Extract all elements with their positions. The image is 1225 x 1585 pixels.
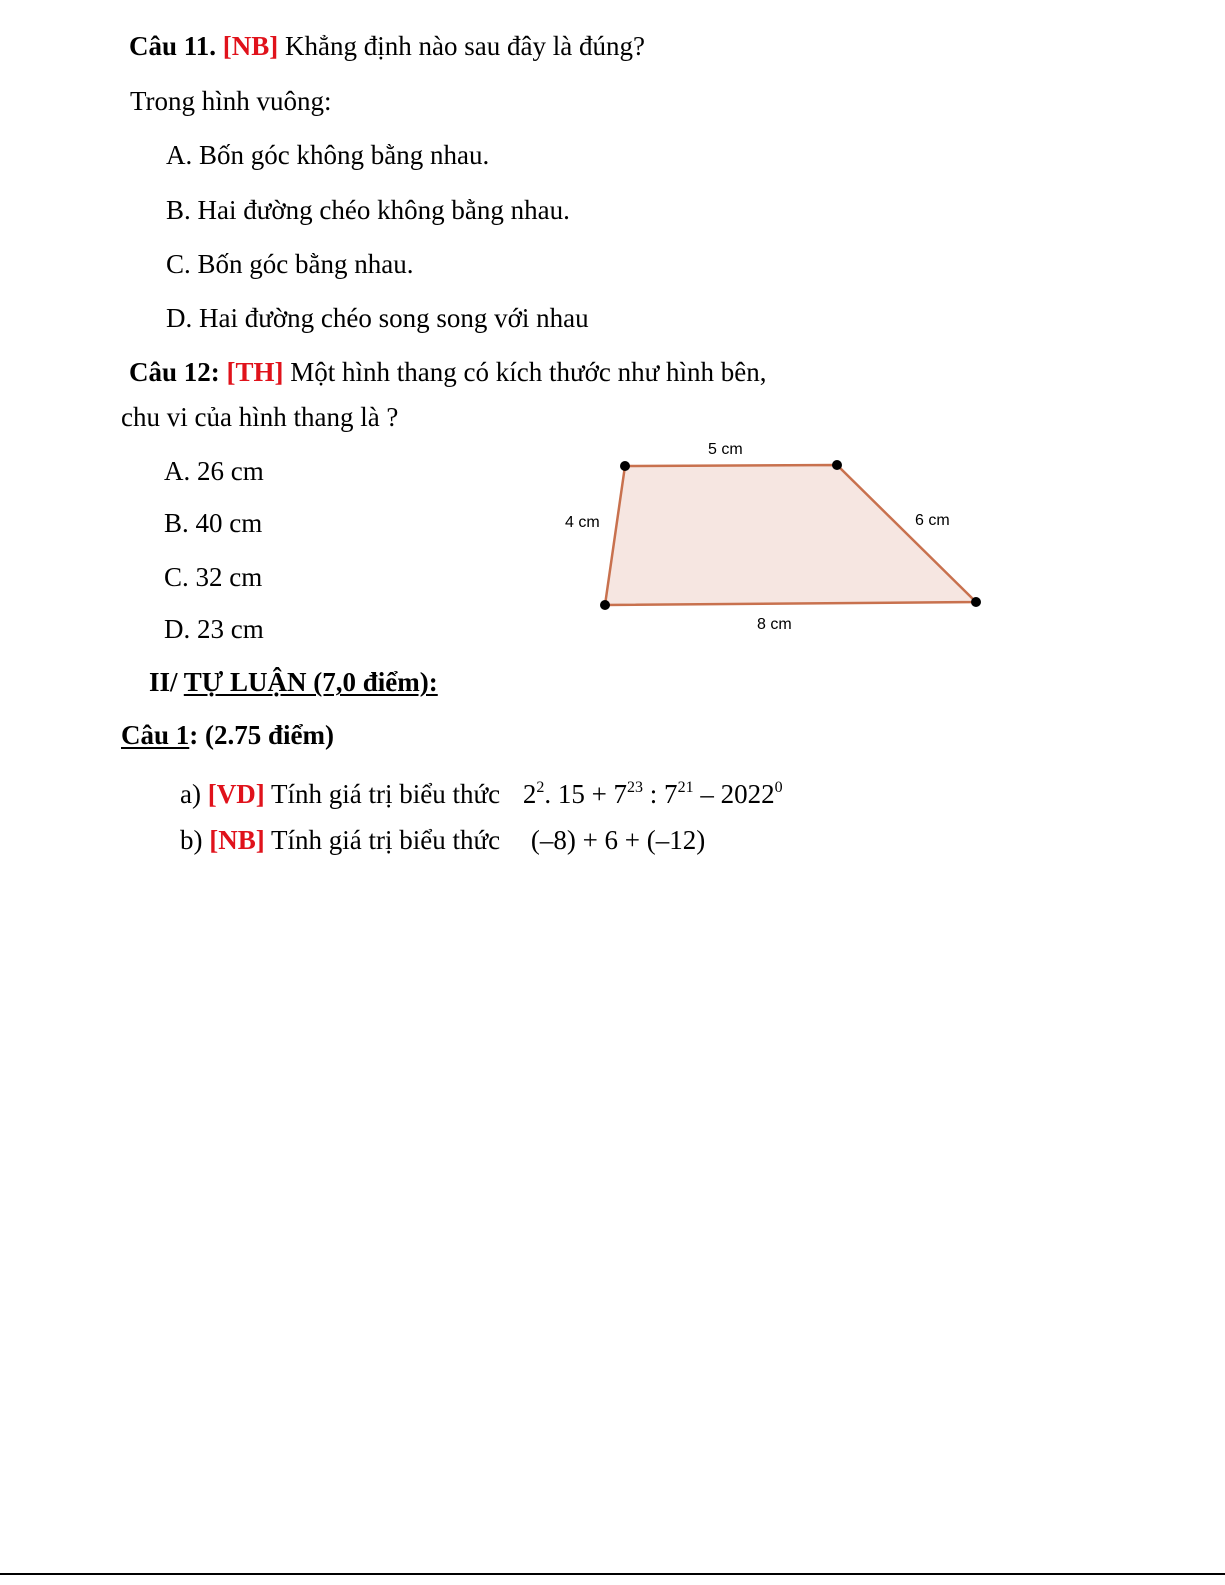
q12-level-tag: [TH] bbox=[226, 357, 284, 387]
q11-heading bbox=[129, 30, 645, 62]
q11-option-a: A. Bốn góc không bằng nhau. bbox=[166, 140, 490, 170]
q11-option-c: C. Bốn góc bằng nhau. bbox=[166, 249, 414, 279]
q12-option-c: C. 32 cm bbox=[164, 562, 263, 592]
q11-label: Câu 11. bbox=[129, 31, 217, 61]
section2-heading bbox=[149, 666, 438, 698]
expr-a-term-2: . 15 + 7 bbox=[544, 779, 628, 809]
part-a-prefix: a) bbox=[180, 779, 201, 809]
expr-a-exp-1: 2 bbox=[536, 779, 545, 796]
trapezoid-figure bbox=[555, 430, 1005, 640]
label-bottom-side: 8 cm bbox=[757, 616, 792, 633]
q11-option-b: B. Hai đường chéo không bằng nhau. bbox=[166, 195, 570, 225]
expr-a-exp-2: 23 bbox=[627, 779, 644, 796]
part-a-expression bbox=[523, 779, 783, 809]
expr-a-exp-3: 21 bbox=[677, 779, 694, 796]
q12-option-b: B. 40 cm bbox=[164, 508, 263, 538]
vertex-top-left bbox=[620, 461, 630, 471]
part-b-text: Tính giá trị biểu thức bbox=[271, 825, 501, 855]
cau1-part-a bbox=[180, 772, 783, 810]
part-b-prefix: b) bbox=[180, 825, 203, 855]
q11-level-tag: [NB] bbox=[222, 31, 279, 61]
section2-title: TỰ LUẬN (7,0 điểm): bbox=[183, 667, 438, 697]
vertex-bottom-right bbox=[971, 597, 981, 607]
cau1-points: : (2.75 điểm) bbox=[189, 720, 334, 750]
cau1-part-b bbox=[180, 824, 705, 856]
q12-question-line1: Một hình thang có kích thước như hình bên, bbox=[290, 357, 767, 387]
label-left-side: 4 cm bbox=[565, 514, 600, 531]
expr-a-term-4: – 2022 bbox=[693, 779, 775, 809]
trapezoid-shape bbox=[605, 465, 976, 605]
vertex-top-right bbox=[832, 460, 842, 470]
part-b-expression: (–8) + 6 + (–12) bbox=[530, 825, 706, 855]
q11-context: Trong hình vuông: bbox=[130, 86, 332, 116]
vertex-bottom-left bbox=[600, 600, 610, 610]
part-b-level-tag: [NB] bbox=[209, 825, 265, 855]
q12-heading bbox=[129, 356, 767, 388]
q11-option-d: D. Hai đường chéo song song với nhau bbox=[166, 303, 589, 333]
q11-question: Khẳng định nào sau đây là đúng? bbox=[285, 31, 645, 61]
q12-option-a: A. 26 cm bbox=[164, 456, 264, 486]
q12-label: Câu 12: bbox=[129, 357, 220, 387]
cau1-heading bbox=[121, 719, 334, 751]
page-bottom-rule bbox=[0, 1573, 1225, 1575]
q12-question-line2: chu vi của hình thang là ? bbox=[121, 402, 399, 432]
expr-a-base-1: 2 bbox=[522, 779, 537, 809]
expr-a-term-3: : 7 bbox=[643, 779, 678, 809]
label-right-side: 6 cm bbox=[915, 512, 950, 529]
label-top-side: 5 cm bbox=[708, 441, 743, 458]
cau1-label: Câu 1 bbox=[121, 720, 190, 750]
section2-prefix: II/ bbox=[149, 667, 178, 697]
part-a-text: Tính giá trị biểu thức bbox=[270, 779, 501, 809]
q12-option-d: D. 23 cm bbox=[164, 614, 264, 644]
expr-a-exp-4: 0 bbox=[774, 779, 783, 796]
part-a-level-tag: [VD] bbox=[207, 779, 265, 809]
